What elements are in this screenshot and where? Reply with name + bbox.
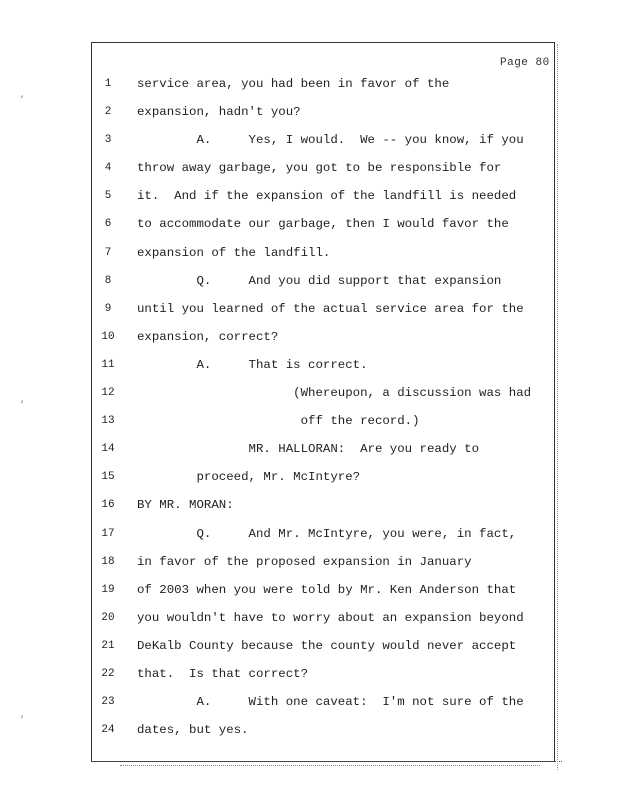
transcript-line: [95, 271, 551, 299]
transcript-line: [95, 664, 551, 692]
line-text: Q. And you did support that expansion: [137, 273, 502, 288]
transcript-line: [95, 524, 551, 552]
line-text: expansion, hadn't you?: [137, 105, 301, 120]
line-text: you wouldn't have to worry about an expansion beyond: [137, 610, 524, 625]
transcript-line: [95, 158, 551, 186]
transcript-body: [95, 74, 551, 748]
transcript-line: [95, 299, 551, 327]
line-text: A. That is correct.: [137, 357, 368, 372]
transcript-line: [95, 130, 551, 158]
binding-mark: ,: [20, 710, 26, 720]
line-number: 17: [101, 527, 115, 540]
line-text: A. With one caveat: I'm not sure of the: [137, 695, 524, 710]
line-number: 7: [104, 246, 112, 259]
line-number: 6: [104, 218, 112, 231]
line-text: expansion, correct?: [137, 329, 279, 344]
transcript-line: [95, 102, 551, 130]
transcript-line: [95, 186, 551, 214]
transcript-line: [95, 243, 551, 271]
line-number: 24: [101, 724, 115, 737]
line-text: throw away garbage, you got to be responsible for: [137, 161, 502, 176]
transcript-line: [95, 636, 551, 664]
line-text: to accommodate our garbage, then I would favor the: [137, 217, 509, 232]
line-number: 2: [104, 106, 112, 119]
transcript-line: [95, 383, 551, 411]
line-text: proceed, Mr. McIntyre?: [137, 470, 361, 485]
line-number: 16: [101, 499, 115, 512]
line-number: 22: [101, 667, 115, 680]
line-number: 4: [104, 162, 112, 175]
transcript-line: [95, 355, 551, 383]
page-edge-rule: [557, 44, 558, 770]
line-number: 10: [101, 330, 115, 343]
line-text: BY MR. MORAN:: [137, 498, 234, 513]
footer-rule: [120, 765, 540, 766]
binding-mark: ,: [20, 395, 26, 405]
line-number: 14: [101, 443, 115, 456]
transcript-line: [95, 608, 551, 636]
line-text: off the record.): [137, 414, 420, 429]
transcript-line: [95, 214, 551, 242]
line-number: 1: [104, 78, 112, 90]
line-text: (Whereupon, a discussion was had: [137, 386, 532, 401]
line-text: that. Is that correct?: [137, 666, 309, 681]
line-number: 19: [101, 583, 115, 596]
transcript-line: [95, 580, 551, 608]
transcript-line: [95, 439, 551, 467]
transcript-line: [95, 411, 551, 439]
transcript-line: [95, 692, 551, 720]
line-text: expansion of the landfill.: [137, 245, 331, 260]
line-text: service area, you had been in favor of the: [137, 77, 450, 91]
line-number: 20: [101, 611, 115, 624]
line-number: 18: [101, 555, 115, 568]
line-number: 21: [101, 639, 115, 652]
line-number: 11: [101, 358, 115, 371]
line-number: 9: [104, 302, 112, 315]
line-number: 13: [101, 415, 115, 428]
line-text: of 2003 when you were told by Mr. Ken Anderson that: [137, 582, 517, 597]
page-number: Page 80: [500, 57, 550, 69]
transcript-line: [95, 720, 551, 748]
line-number: 12: [101, 387, 115, 400]
line-text: DeKalb County because the county would never accept: [137, 638, 517, 653]
transcript-line: [95, 552, 551, 580]
line-number: 5: [104, 190, 112, 203]
transcript-line: [95, 467, 551, 495]
transcript-line: [95, 327, 551, 355]
line-text: Q. And Mr. McIntyre, you were, in fact,: [137, 526, 517, 541]
line-text: until you learned of the actual service area for the: [137, 301, 524, 316]
line-text: dates, but yes.: [137, 723, 249, 738]
line-text: it. And if the expansion of the landfill is needed: [137, 189, 517, 204]
line-number: 15: [101, 471, 115, 484]
line-number: 8: [104, 274, 112, 287]
transcript-line: [95, 495, 551, 523]
binding-mark: ,: [20, 90, 26, 100]
line-text: in favor of the proposed expansion in January: [137, 554, 472, 569]
line-text: A. Yes, I would. We -- you know, if you: [137, 133, 524, 148]
transcript-line: [95, 74, 551, 102]
line-text: MR. HALLORAN: Are you ready to: [137, 442, 480, 457]
line-number: 3: [104, 134, 112, 147]
line-number: 23: [101, 696, 115, 709]
